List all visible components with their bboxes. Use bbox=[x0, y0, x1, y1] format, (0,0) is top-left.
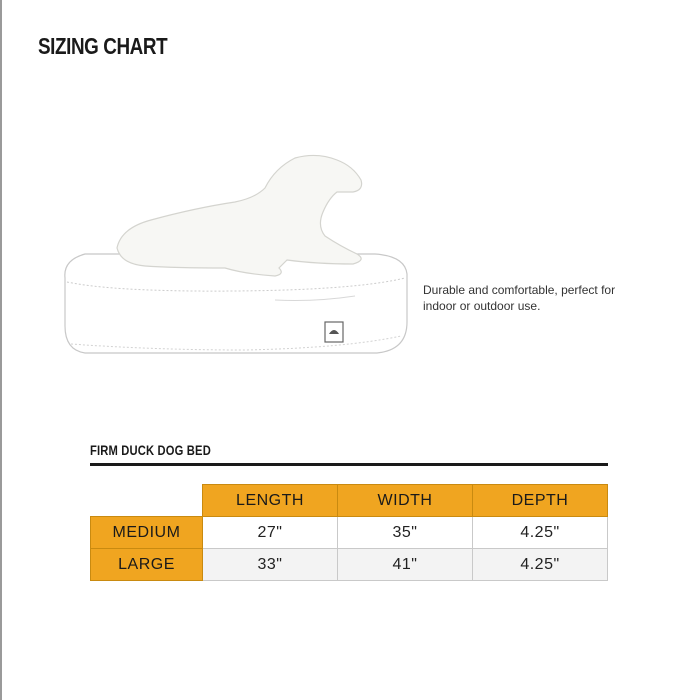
left-border bbox=[0, 0, 2, 700]
table-cell: 35" bbox=[338, 517, 473, 549]
table-cell: 4.25" bbox=[473, 517, 608, 549]
row-header-medium: MEDIUM bbox=[91, 517, 203, 549]
table-cell: 27" bbox=[203, 517, 338, 549]
row-header-large: LARGE bbox=[91, 549, 203, 581]
section-title: FIRM DUCK DOG BED bbox=[90, 442, 211, 458]
table-header-row bbox=[91, 485, 608, 517]
section-divider bbox=[90, 463, 608, 466]
product-description: Durable and comfortable, perfect for indoor or outdoor use. bbox=[423, 283, 616, 313]
table-corner bbox=[91, 485, 203, 517]
dog-bed-illustration bbox=[55, 150, 415, 370]
column-header-width: WIDTH bbox=[338, 485, 473, 517]
page-title: SIZING CHART bbox=[38, 33, 168, 59]
table-cell: 33" bbox=[203, 549, 338, 581]
sizing-table bbox=[90, 484, 608, 581]
table-row bbox=[91, 549, 608, 581]
table-row bbox=[91, 517, 608, 549]
table-cell: 4.25" bbox=[473, 549, 608, 581]
dog-silhouette bbox=[117, 155, 362, 276]
column-header-depth: DEPTH bbox=[473, 485, 608, 517]
column-header-length: LENGTH bbox=[203, 485, 338, 517]
table-cell: 41" bbox=[338, 549, 473, 581]
